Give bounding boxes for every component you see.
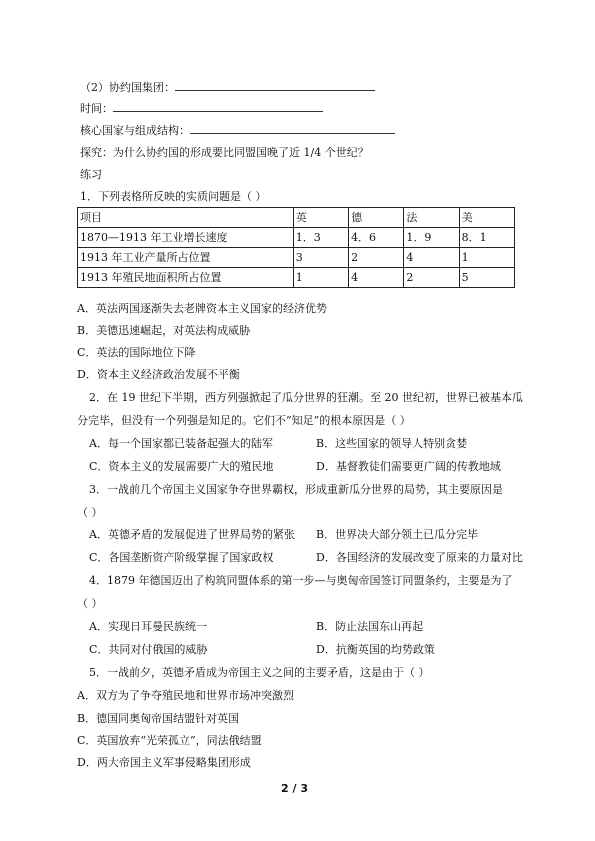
q2-option-d: D．基督教徒们需要更广阔的传教地域 — [316, 460, 501, 473]
q3-option-a: A．英德矛盾的发展促进了世界局势的紧张 — [89, 528, 295, 541]
q5-option-d: D．两大帝国主义军事侵略集团形成 — [77, 756, 251, 769]
q4-option-d: D．抗衡英国的均势政策 — [316, 643, 435, 656]
table-cell: 2 — [349, 248, 404, 268]
table-cell: 1．3 — [293, 228, 348, 248]
table-header-cell: 德 — [349, 208, 404, 228]
q1-option-d: D．资本主义经济政治发展不平衡 — [77, 368, 240, 381]
practice-heading: 练习 — [80, 168, 102, 181]
q2-option-a: A．每一个国家都已装备起强大的陆军 — [89, 437, 273, 450]
time-label: 时间： — [80, 102, 113, 115]
structure-line — [80, 123, 395, 138]
table-cell: 4 — [349, 268, 404, 288]
structure-label: 核心国家与组成结构： — [80, 124, 190, 137]
q3-option-b: B．世界决大部分领土已瓜分完毕 — [316, 528, 479, 541]
table-row — [78, 248, 515, 268]
table-cell: 1 — [459, 248, 514, 268]
table-header-cell: 美 — [459, 208, 514, 228]
table-cell: 1．9 — [404, 228, 459, 248]
table-row — [78, 228, 515, 248]
q4-stem-line2: （ ） — [77, 597, 103, 610]
q4-option-a: A．实现日耳曼民族统一 — [89, 620, 207, 633]
q4-option-b: B．防止法国东山再起 — [316, 620, 424, 633]
table-cell: 1 — [293, 268, 348, 288]
q3-stem-line1: 3．一战前几个帝国主义国家争夺世界霸权，形成重新瓜分世界的局势，其主要原因是 — [89, 483, 503, 496]
q4-option-c: C．共同对付俄国的威胁 — [89, 643, 208, 656]
blank-line — [113, 101, 323, 112]
alliance-line — [80, 80, 375, 95]
q4-stem-line1: 4．1879 年德国迈出了构筑同盟体系的第一步—与奥匈帝国签订同盟条约，主要是为了 — [89, 574, 513, 587]
blank-line — [175, 80, 375, 91]
table-cell: 5 — [459, 268, 514, 288]
time-line — [80, 101, 323, 116]
q2-stem-line2: 分完毕，但没有一个列强是知足的。它们不“知足”的根本原因是（ ） — [77, 414, 411, 427]
q3-stem-line2: （ ） — [77, 506, 103, 519]
table-cell: 2 — [404, 268, 459, 288]
q5-option-b: B．德国同奥匈帝国结盟针对英国 — [77, 712, 240, 725]
table-header-cell: 法 — [404, 208, 459, 228]
q3-option-d: D．各国经济的发展改变了原来的力量对比 — [316, 551, 523, 564]
q1-data-table — [77, 207, 515, 288]
q2-stem-line1: 2．在 19 世纪下半期，西方列强掀起了瓜分世界的狂潮。至 20 世纪初，世界已被基本瓜 — [89, 391, 523, 404]
q1-option-b: B．美德迅速崛起，对英法构成威胁 — [77, 324, 251, 337]
table-cell: 1913 年殖民地面积所占位置 — [78, 268, 294, 288]
blank-line — [190, 123, 395, 134]
table-cell: 3 — [293, 248, 348, 268]
table-header-row — [78, 208, 515, 228]
table-header-cell: 英 — [293, 208, 348, 228]
q2-option-b: B．这些国家的领导人特别贪婪 — [316, 437, 468, 450]
table-row — [78, 268, 515, 288]
table-cell: 8．1 — [459, 228, 514, 248]
table-cell: 4．6 — [349, 228, 404, 248]
table-cell: 1913 年工业产量所占位置 — [78, 248, 294, 268]
table-cell: 4 — [404, 248, 459, 268]
alliance-label: （2）协约国集团： — [80, 81, 175, 94]
page-number: 2 / 3 — [281, 782, 308, 795]
table-cell: 1870—1913 年工业增长速度 — [78, 228, 294, 248]
q5-option-a: A．双方为了争夺殖民地和世界市场冲突激烈 — [77, 689, 294, 702]
table-header-cell: 项目 — [78, 208, 294, 228]
q1-option-a: A．英法两国逐渐失去老牌资本主义国家的经济优势 — [77, 302, 327, 315]
q1-option-c: C．英法的国际地位下降 — [77, 346, 196, 359]
q1-stem: 1．下列表格所反映的实质问题是（ ） — [80, 190, 267, 203]
q3-option-c: C．各国垄断资产阶级掌握了国家政权 — [89, 551, 274, 564]
inquiry-text: 探究：为什么协约国的形成要比同盟国晚了近 1/4 个世纪？ — [80, 146, 369, 159]
q5-stem: 5．一战前夕，英德矛盾成为帝国主义之间的主要矛盾，这是由于（ ） — [89, 666, 430, 679]
q5-option-c: C．英国放弃“光荣孤立”，同法俄结盟 — [77, 734, 262, 747]
q2-option-c: C．资本主义的发展需要广大的殖民地 — [89, 460, 274, 473]
